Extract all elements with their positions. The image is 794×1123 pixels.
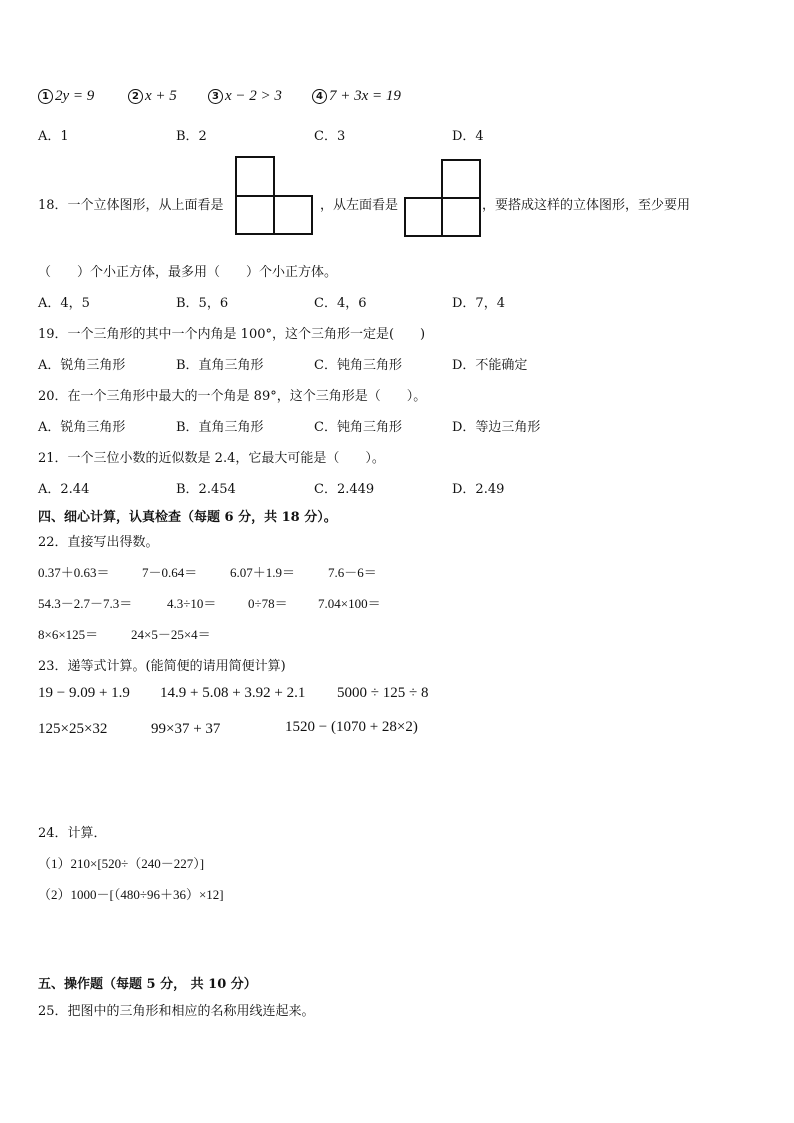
circled-number-icon: 1: [38, 89, 53, 104]
q17-option-d: D．4: [452, 129, 484, 144]
left-view-cell: [405, 198, 442, 236]
q19-option-d: D．不能确定: [452, 358, 528, 373]
q21-option-d: D．2.49: [452, 482, 505, 497]
q21-text: 21．一个三位小数的近似数是 2.4，它最大可能是（ ）。: [38, 451, 385, 466]
q22-problem: 0÷78＝: [248, 596, 288, 611]
q22-problem: 7－0.64＝: [142, 565, 198, 580]
q22-problem: 7.04×100＝: [318, 596, 381, 611]
q18-text-b: ，从左面看是: [320, 198, 399, 213]
q22-problem: 54.3－2.7－7.3＝: [38, 596, 133, 611]
top-view-cell: [274, 196, 312, 234]
q17-option-c: C．3: [314, 129, 346, 144]
q22-problem: 7.6－6＝: [328, 565, 377, 580]
circled-number-icon: 3: [208, 89, 223, 104]
q24-line-1: （1）210×[520÷（240－227）]: [38, 856, 205, 871]
q19-text: 19．一个三角形的其中一个内角是 100°，这个三角形一定是( ): [38, 327, 426, 342]
q22-problem: 4.3÷10＝: [167, 596, 217, 611]
q20-option-b: B．直角三角形: [176, 420, 264, 435]
q20-option-d: D．等边三角形: [452, 420, 541, 435]
q19-option-c: C．钝角三角形: [314, 358, 402, 373]
q23-problem: 19 − 9.09 + 1.9: [38, 685, 130, 701]
top-view-cell: [236, 196, 274, 234]
q20-option-c: C．钝角三角形: [314, 420, 402, 435]
q17-option-b: B．2: [176, 129, 207, 144]
q18-option-d: D．7，4: [452, 296, 505, 311]
section-5-title: 五、操作题（每题 5 分， 共 10 分）: [38, 977, 257, 992]
q20-text: 20．在一个三角形中最大的一个角是 89°，这个三角形是（ ）。: [38, 389, 427, 404]
q22-problem: 8×6×125＝: [38, 627, 99, 642]
q21-option-b: B．2.454: [176, 482, 236, 497]
circled-number-icon: 4: [312, 89, 327, 104]
left-view-cell: [442, 160, 480, 198]
q18-option-a: A．4，5: [38, 296, 90, 311]
q19-option-b: B．直角三角形: [176, 358, 264, 373]
q22-problem: 6.07＋1.9＝: [230, 565, 296, 580]
q22-problem: 24×5－25×4＝: [131, 627, 211, 642]
q23-problem: 5000 ÷ 125 ÷ 8: [337, 685, 429, 701]
q23-problem: 14.9 + 5.08 + 3.92 + 2.1: [160, 685, 306, 701]
q18-option-c: C．4，6: [314, 296, 367, 311]
circled-number-icon: 2: [128, 89, 143, 104]
q21-option-a: A．2.44: [38, 482, 90, 497]
top-view-l-shape-icon: [235, 156, 315, 236]
q23-text: 23．递等式计算。(能简便的请用简便计算): [38, 659, 286, 674]
left-view-cell: [442, 198, 480, 236]
q23-problem: 99×37 + 37: [151, 721, 221, 737]
q23-problem: 1520 − (1070 + 28×2): [285, 719, 418, 735]
top-view-cell: [236, 157, 274, 196]
section-4-title: 四、细心计算，认真检查（每题 6 分，共 18 分）。: [38, 510, 337, 525]
q24-line-2: （2）1000－[（480÷96＋36）×12]: [38, 887, 224, 902]
q22-text: 22．直接写出得数。: [38, 535, 159, 550]
q18-text-c: ，要搭成这样的立体图形，至少要用: [482, 198, 691, 213]
q25-text: 25．把图中的三角形和相应的名称用线连起来。: [38, 1004, 315, 1019]
q21-option-c: C．2.449: [314, 482, 375, 497]
q17-expression-4: 4 7 + 3x = 19: [312, 88, 401, 105]
q18-option-b: B．5，6: [176, 296, 229, 311]
q17-expression-3: 3 x − 2 > 3: [208, 88, 282, 105]
q18-text-a: 18．一个立体图形，从上面看是: [38, 198, 224, 213]
q18-text-d: （ ）个小正方体，最多用（ ）个小正方体。: [38, 265, 338, 280]
q17-option-a: A．1: [38, 129, 69, 144]
q17-expression-2: 2 x + 5: [128, 88, 177, 105]
q22-problem: 0.37＋0.63＝: [38, 565, 110, 580]
q23-problem: 125×25×32: [38, 721, 108, 737]
q17-expression-1: 1 2y = 9: [38, 88, 94, 105]
q19-option-a: A．锐角三角形: [38, 358, 126, 373]
q24-text: 24．计算．: [38, 826, 107, 841]
left-view-l-shape-icon: [404, 159, 484, 239]
q20-option-a: A．锐角三角形: [38, 420, 126, 435]
